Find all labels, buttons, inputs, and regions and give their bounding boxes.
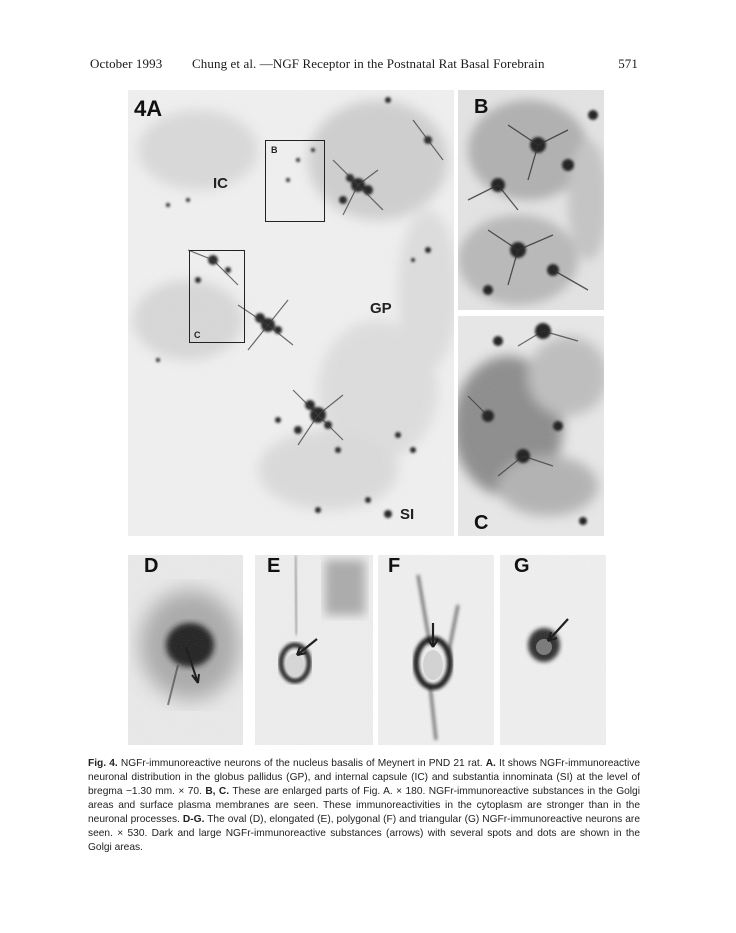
caption-text-3: These are enlarged parts of Fig. A. × 180. NGFr-immunoreactive substances in the Golgi areas and surface plasma membranes are seen. These immunoreactivities in the cytoplasm are stronger than in the neuronal processes.: [88, 786, 640, 825]
header-running-title: Chung et al. —NGF Receptor in the Postnatal Rat Basal Forebrain: [192, 56, 545, 71]
caption-fig-label: Fig. 4.: [88, 758, 118, 769]
micrograph-panel-e: [255, 555, 373, 745]
micrograph-panel-d: [128, 555, 243, 745]
panel-label-4a: 4A: [134, 96, 163, 121]
micrograph-b-image: [458, 90, 604, 310]
micrograph-panel-c: [458, 316, 604, 536]
caption-text-2: It shows NGFr-immunoreactive neuronal distribution in the globus pallidus (GP), and internal capsule (IC) and substantia innominata (SI) at the level of bregma −1.30 mm. × 70.: [88, 758, 640, 797]
caption-text-4: The oval (D), elongated (E), polygonal (F) and triangular (G) NGFr-immunoreactive neurons are seen. × 530. Dark and large NGFr-immunoreactive substances (arrows) with several spots and dots are shown in the Golgi areas.: [88, 814, 640, 853]
panel-label-c: C: [474, 512, 489, 534]
micrograph-g-image: [500, 555, 606, 745]
running-header: [90, 56, 638, 74]
region-label-si: SI: [400, 506, 415, 523]
header-page-number: 571: [618, 56, 638, 71]
micrograph-c-image: [458, 316, 604, 536]
panel-label-e: E: [267, 555, 281, 577]
panel-label-g: G: [514, 555, 530, 577]
micrograph-panel-a: [128, 90, 454, 536]
micrograph-panel-g: [500, 555, 606, 745]
inset-label-b: B: [271, 145, 278, 155]
caption-text-1: NGFr-immunoreactive neurons of the nucleus basalis of Meynert in PND 21 rat.: [117, 758, 486, 769]
caption-bold-bc: B, C.: [205, 786, 230, 797]
micrograph-panel-b: [458, 90, 604, 310]
caption-bold-dg: D-G.: [182, 814, 205, 825]
panel-label-d: D: [144, 555, 159, 577]
panel-label-b: B: [474, 96, 489, 118]
header-date: October 1993: [90, 56, 163, 71]
inset-label-c: C: [194, 330, 201, 340]
region-label-gp: GP: [370, 300, 392, 317]
micrograph-f-image: [378, 555, 494, 745]
panel-label-f: F: [388, 555, 401, 577]
micrograph-e-image: [255, 555, 373, 745]
figure-caption: [88, 757, 640, 855]
region-label-ic: IC: [213, 175, 228, 192]
caption-bold-a: A.: [485, 758, 496, 769]
micrograph-d-image: [128, 555, 243, 745]
micrograph-panel-f: [378, 555, 494, 745]
